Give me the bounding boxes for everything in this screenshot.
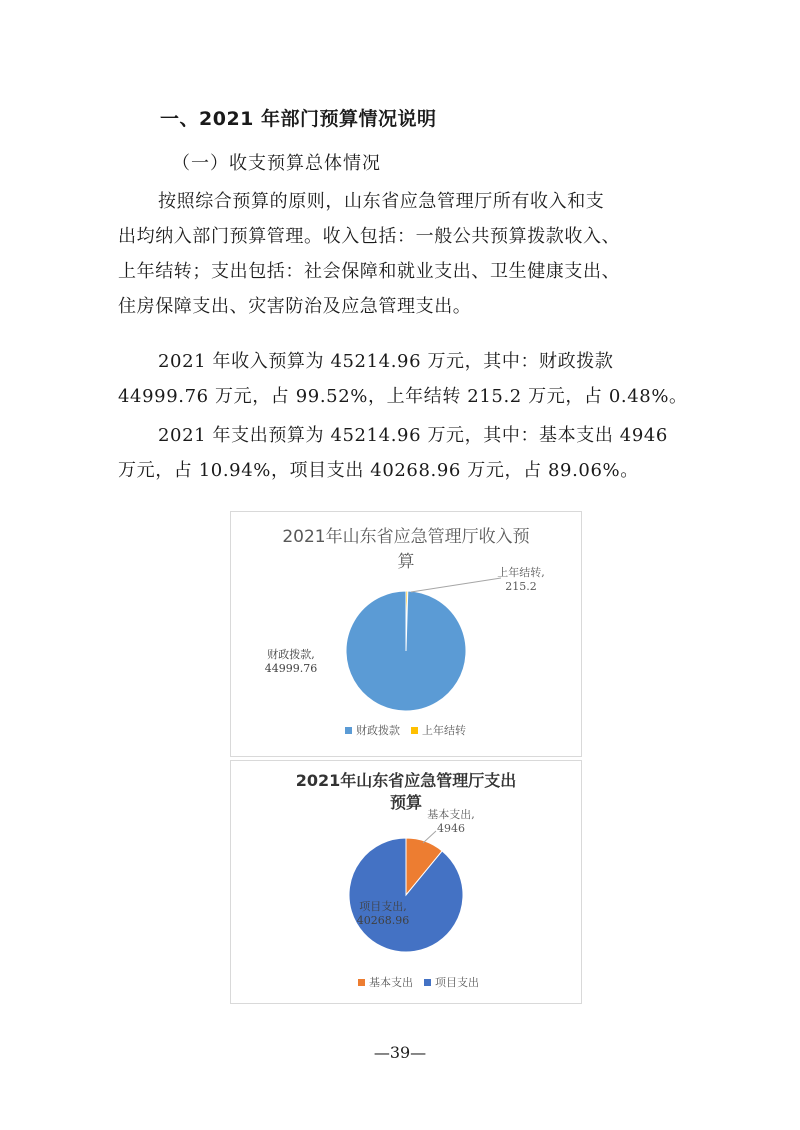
paragraph-line: 按照综合预算的原则，山东省应急管理厅所有收入和支: [158, 191, 605, 212]
chart-title: 算: [397, 552, 415, 572]
leader-line: [423, 831, 436, 843]
chart-title: 预算: [389, 793, 423, 812]
income-pie-svg: [231, 512, 581, 756]
paragraph-expenditure: [118, 418, 686, 488]
chart-title: 2021年山东省应急管理厅支出: [295, 771, 517, 790]
legend-swatch: [345, 727, 352, 734]
page-number: —39—: [373, 1043, 427, 1062]
expenditure-pie-svg: [231, 761, 581, 1003]
pie-slice-财政拨款: [346, 591, 466, 711]
data-label-category: 上年结转,: [497, 566, 545, 579]
data-label-category: 基本支出,: [427, 808, 475, 821]
data-label-category: 财政拨款,: [267, 648, 315, 661]
legend-label: 项目支出: [435, 976, 479, 989]
paragraph-line: 万元，占 10.94%，项目支出 40268.96 万元，占 89.06%。: [118, 460, 639, 481]
paragraph-income: [118, 344, 686, 414]
legend-swatch: [411, 727, 418, 734]
legend-label: 上年结转: [422, 724, 466, 737]
pie-slice-项目支出: [349, 838, 463, 952]
data-label-value: 4946: [437, 822, 465, 835]
chart-title: 2021年山东省应急管理厅收入预: [282, 527, 530, 547]
paragraph-line: 2021 年支出预算为 45214.96 万元，其中：基本支出 4946: [158, 425, 668, 446]
data-label-category: 项目支出,: [359, 900, 407, 913]
paragraph-overview: [118, 184, 686, 324]
subsection-heading: （一）收支预算总体情况: [172, 153, 381, 174]
legend-swatch: [424, 979, 431, 986]
income-pie-chart: [230, 511, 582, 757]
paragraph-line: 出均纳入部门预算管理。收入包括：一般公共预算拨款收入、: [118, 226, 621, 247]
paragraph-line: 2021 年收入预算为 45214.96 万元，其中：财政拨款: [158, 351, 614, 372]
data-label-value: 215.2: [505, 580, 537, 593]
paragraph-line: 44999.76 万元，占 99.52%，上年结转 215.2 万元，占 0.48%。: [118, 386, 688, 407]
leader-line: [411, 578, 501, 592]
legend-label: 基本支出: [369, 976, 413, 989]
legend-swatch: [358, 979, 365, 986]
section-heading: 一、2021 年部门预算情况说明: [160, 108, 437, 130]
paragraph-line: 住房保障支出、灾害防治及应急管理支出。: [118, 296, 472, 317]
data-label-value: 44999.76: [264, 662, 318, 675]
data-label-value: 40268.96: [356, 914, 410, 927]
expenditure-pie-chart: [230, 760, 582, 1004]
legend-label: 财政拨款: [356, 724, 400, 737]
paragraph-line: 上年结转；支出包括：社会保障和就业支出、卫生健康支出、: [118, 261, 621, 282]
